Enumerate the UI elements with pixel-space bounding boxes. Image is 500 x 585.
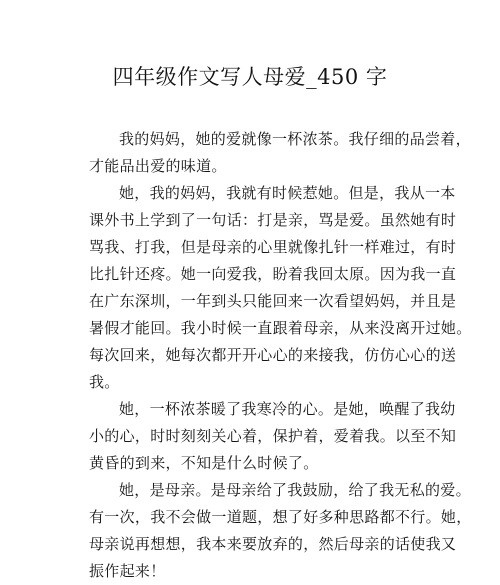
paragraph-line: 暑假才能回。我小时候一直跟着母亲，从来没离开过她。 [89, 319, 472, 337]
paragraph-line: 黄昏的到来，不知是什么时候了。 [89, 454, 319, 472]
paragraph-line: 振作起来！ [89, 562, 166, 580]
paragraph-line: 每次回来，她每次都开开心心的来接我，仿仿心心的送 [89, 346, 457, 364]
paragraph-line: 在广东深圳，一年到头只能回来一次看望妈妈，并且是 [89, 292, 457, 310]
essay-body [89, 126, 472, 585]
paragraph-line: 我。 [89, 373, 120, 391]
paragraph-line: 有一次，我不会做一道题，想了好多种思路都不行。她， [89, 508, 472, 526]
paragraph-line: 小的心，时时刻刻关心着，保护着，爱着我。以至不知 [89, 427, 457, 445]
paragraph-line: 她，是母亲。是母亲给了我鼓励，给了我无私的爱。 [119, 481, 471, 499]
paragraph-line: 我的妈妈，她的爱就像一杯浓茶。我仔细的品尝着， [119, 130, 471, 148]
paragraph-line: 她，我的妈妈，我就有时候惹她。但是，我从一本 [119, 184, 456, 202]
paragraph-line: 母亲说再想想，我本来要放弃的，然后母亲的话使我又 [89, 535, 457, 553]
paragraph-line: 课外书上学到了一句话：打是亲，骂是爱。虽然她有时 [89, 211, 457, 229]
paragraph-line: 才能品出爱的味道。 [89, 157, 227, 175]
paragraph-line: 她，一杯浓茶暖了我寒冷的心。是她，唤醒了我幼 [119, 400, 456, 418]
paragraph-line: 比扎针还疼。她一向爱我，盼着我回太原。因为我一直 [89, 265, 457, 283]
paragraph-line: 骂我、打我，但是母亲的心里就像扎针一样难过，有时 [89, 238, 457, 256]
document-title: 四年级作文写人母爱_450 字 [112, 65, 388, 89]
